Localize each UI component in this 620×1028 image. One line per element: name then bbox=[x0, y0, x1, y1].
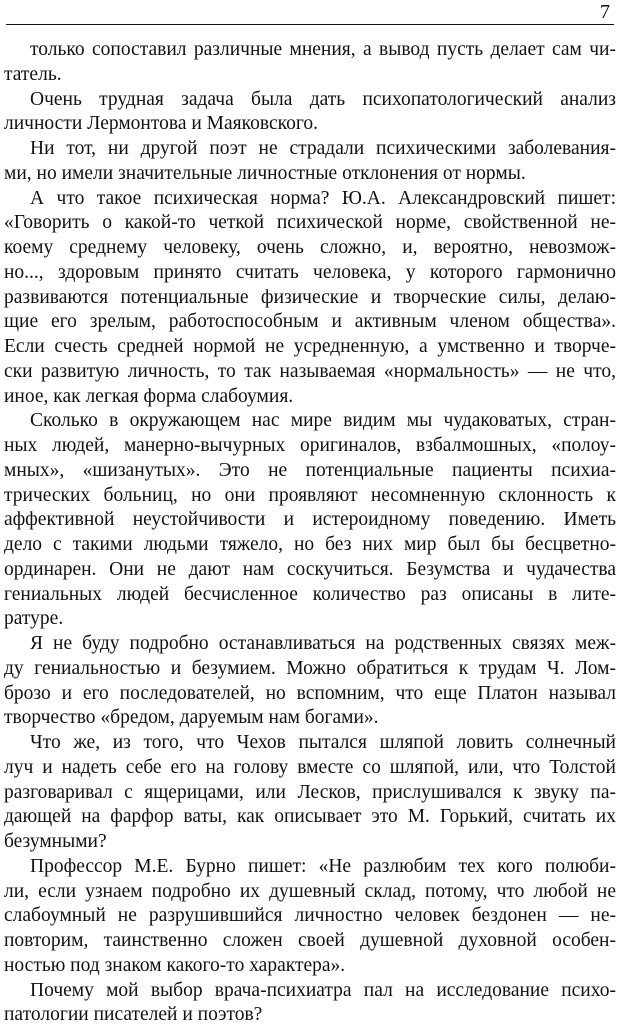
text-line: Очень трудная задача была дать психопатологический анализ bbox=[4, 88, 616, 113]
text-line: но..., здоровым принято считать человека, у которого гармонично bbox=[4, 261, 616, 286]
paragraph bbox=[4, 979, 616, 1028]
text-line: повторим, таинственно сложен своей душевной духовной особен- bbox=[4, 929, 616, 954]
text-line: дающей на фарфор ваты, как описывает это М. Горький, считать их bbox=[4, 805, 616, 830]
text-line: Я не буду подробно останавливаться на родственных связях меж- bbox=[4, 632, 616, 657]
text-line: ных людей, манерно-вычурных оригиналов, взбалмошных, «полоу- bbox=[4, 434, 616, 459]
text-line: трических больниц, но они проявляют несомненную склонность к bbox=[4, 484, 616, 509]
text-line: А что такое психическая норма? Ю.А. Александровский пишет: bbox=[4, 187, 616, 212]
paragraph bbox=[4, 855, 616, 979]
text-line: коему среднему человеку, очень сложно, и, вероятно, невозмож- bbox=[4, 236, 616, 261]
text-line: Почему мой выбор врача-психиатра пал на исследование психо- bbox=[4, 979, 616, 1004]
paragraph bbox=[4, 88, 616, 138]
text-line: «Говорить о какой-то четкой психической норме, свойственной не- bbox=[4, 211, 616, 236]
text-line: ски развитую личность, то так называемая «нормальность» — не что, bbox=[4, 360, 616, 385]
page-number: 7 bbox=[600, 2, 610, 22]
page-header bbox=[6, 0, 614, 25]
text-line: патологии писателей и поэтов? bbox=[4, 1003, 616, 1028]
text-line: иное, как легкая форма слабоумия. bbox=[4, 385, 616, 410]
paragraph bbox=[4, 38, 616, 88]
text-body bbox=[4, 38, 616, 1028]
paragraph bbox=[4, 187, 616, 410]
text-line: разговаривал с ящерицами, или Лесков, прислушивался к звуку па- bbox=[4, 781, 616, 806]
text-line: Если счесть средней нормой не усредненную, а умственно и творче- bbox=[4, 335, 616, 360]
text-line: Что же, из того, что Чехов пытался шляпой ловить солнечный bbox=[4, 731, 616, 756]
text-line: дело с такими людьми тяжело, но без них мир был бы бесцветно- bbox=[4, 533, 616, 558]
text-line: только сопоставил различные мнения, а вывод пусть делает сам чи- bbox=[4, 38, 616, 63]
text-line: ратуре. bbox=[4, 607, 616, 632]
text-line: ми, но имели значительные личностные отклонения от нормы. bbox=[4, 162, 616, 187]
text-line: слабоумный не разрушившийся личностно человек бездонен — не- bbox=[4, 904, 616, 929]
text-line: брозо и его последователей, но вспомним, что еще Платон называл bbox=[4, 682, 616, 707]
paragraph bbox=[4, 409, 616, 632]
text-line: луч и надеть себе его на голову вместе со шляпой, или, что Толстой bbox=[4, 756, 616, 781]
paragraph bbox=[4, 137, 616, 187]
text-line: щие его зрелым, работоспособным и активным членом общества». bbox=[4, 310, 616, 335]
text-line: личности Лермонтова и Маяковского. bbox=[4, 112, 616, 137]
text-line: гениальных людей бесчисленное количество раз описаны в лите- bbox=[4, 583, 616, 608]
text-line: Профессор М.Е. Бурно пишет: «Не разлюбим тех кого полюби- bbox=[4, 855, 616, 880]
text-line: ординарен. Они не дают нам соскучиться. Безумства и чудачества bbox=[4, 558, 616, 583]
text-line: безумными? bbox=[4, 830, 616, 855]
text-line: Ни тот, ни другой поэт не страдали психическими заболевания- bbox=[4, 137, 616, 162]
text-line: татель. bbox=[4, 63, 616, 88]
text-line: мных», «шизанутых». Это не потенциальные пациенты психиа- bbox=[4, 459, 616, 484]
text-line: ли, если узнаем подробно их душевный склад, потому, что любой не bbox=[4, 880, 616, 905]
text-line: ностью под знаком какого-то характера». bbox=[4, 954, 616, 979]
text-line: Сколько в окружающем нас мире видим мы чудаковатых, стран- bbox=[4, 409, 616, 434]
paragraph bbox=[4, 632, 616, 731]
text-line: ду гениальностью и безумием. Можно обратиться к трудам Ч. Лом- bbox=[4, 657, 616, 682]
text-line: творчество «бредом, даруемым нам богами». bbox=[4, 706, 616, 731]
text-line: развиваются потенциальные физические и творческие силы, делаю- bbox=[4, 286, 616, 311]
paragraph bbox=[4, 731, 616, 855]
text-line: аффективной неустойчивости и истероидному поведению. Иметь bbox=[4, 508, 616, 533]
